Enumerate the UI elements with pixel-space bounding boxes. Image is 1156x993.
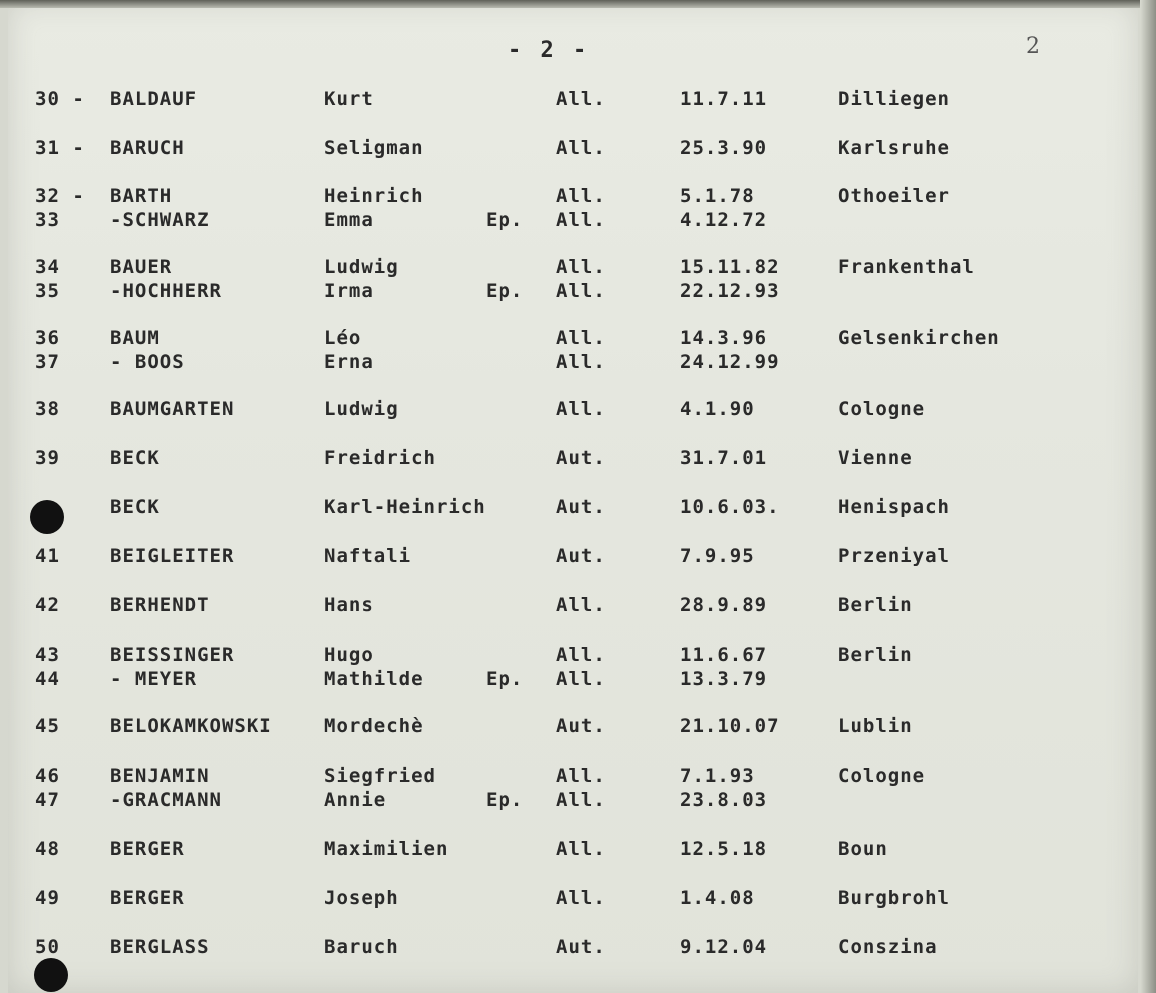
entry-surname: BERHENDT [110,594,210,616]
entry-nationality: All. [556,765,606,787]
entry-number: 48 [35,838,60,860]
entry-nationality: All. [556,137,606,159]
entry-row [8,496,1138,521]
entry-firstname: Emma [324,209,374,231]
entry-firstname: Joseph [324,887,399,909]
entry-row [8,447,1138,472]
page-right-edge [1140,0,1156,993]
entry-row [8,887,1138,912]
entry-number: 34 [35,256,60,278]
entry-number: 41 [35,545,60,567]
entry-firstname: Mathilde [324,668,424,690]
entry-surname: BEIGLEITER [110,545,235,567]
punch-hole [34,958,68,992]
entry-surname: BENJAMIN [110,765,210,787]
corner-page-mark: 2 [1026,34,1040,59]
entry-nationality: All. [556,789,606,811]
entry-number: 49 [35,887,60,909]
entry-surname: -GRACMANN [110,789,222,811]
entry-row [8,280,1138,305]
entry-firstname: Ludwig [324,256,399,278]
entry-birthplace: Frankenthal [838,256,975,278]
entry-birthdate: 12.5.18 [680,838,768,860]
entry-number: 35 [35,280,60,302]
entry-surname: - MEYER [110,668,198,690]
entry-nationality: Aut. [556,447,606,469]
entry-firstname: Siegfried [324,765,436,787]
entry-surname: BAUMGARTEN [110,398,235,420]
entry-firstname: Karl-Heinrich [324,496,486,518]
entry-firstname: Maximilien [324,838,449,860]
entry-surname: - BOOS [110,351,185,373]
entry-row [8,209,1138,234]
entry-number: 44 [35,668,60,690]
page-top-edge [0,0,1156,8]
entry-number: 43 [35,644,60,666]
entry-nationality: All. [556,838,606,860]
page-number: - 2 - [508,38,590,63]
entry-surname: -SCHWARZ [110,209,210,231]
entry-firstname: Irma [324,280,374,302]
entry-row [8,838,1138,863]
document-page [8,0,1138,993]
entry-birthplace: Vienne [838,447,913,469]
entry-nationality: All. [556,398,606,420]
entry-birthdate: 10.6.03. [680,496,780,518]
entry-surname: BALDAUF [110,88,198,110]
entry-row [8,545,1138,570]
entry-row [8,351,1138,376]
entry-birthdate: 15.11.82 [680,256,780,278]
entry-firstname: Annie [324,789,387,811]
entry-nationality: Aut. [556,715,606,737]
entry-birthplace: Boun [838,838,888,860]
entry-birthplace: Berlin [838,644,913,666]
entry-surname: BAUER [110,256,173,278]
entry-row [8,594,1138,619]
entry-row [8,644,1138,669]
entry-number: 37 [35,351,60,373]
entry-surname: BERGLASS [110,936,210,958]
entry-nationality: All. [556,644,606,666]
entry-row [8,936,1138,961]
entry-birthplace: Lublin [838,715,913,737]
entry-firstname: Léo [324,327,362,349]
entry-number: 30 - [35,88,85,110]
entry-surname: BEISSINGER [110,644,235,666]
entry-number: 36 [35,327,60,349]
entry-nationality: All. [556,327,606,349]
entry-birthdate: 4.1.90 [680,398,755,420]
entry-row [8,327,1138,352]
entry-birthplace: Karlsruhe [838,137,950,159]
punch-hole [30,500,64,534]
entry-surname: BECK [110,496,160,518]
entry-surname: BELOKAMKOWSKI [110,715,272,737]
entry-nationality: All. [556,88,606,110]
entry-firstname: Erna [324,351,374,373]
entry-number: 39 [35,447,60,469]
entry-nationality: All. [556,185,606,207]
entry-birthdate: 22.12.93 [680,280,780,302]
entry-spouse-mark: Ep. [486,280,524,302]
entry-firstname: Hans [324,594,374,616]
entry-spouse-mark: Ep. [486,789,524,811]
entry-surname: BERGER [110,838,185,860]
entry-firstname: Kurt [324,88,374,110]
entry-firstname: Hugo [324,644,374,666]
entry-birthdate: 11.7.11 [680,88,768,110]
entry-spouse-mark: Ep. [486,209,524,231]
entry-birthdate: 11.6.67 [680,644,768,666]
entry-nationality: All. [556,887,606,909]
entry-number: 31 - [35,137,85,159]
entry-firstname: Ludwig [324,398,399,420]
entry-birthdate: 21.10.07 [680,715,780,737]
entry-surname: BECK [110,447,160,469]
entry-birthdate: 28.9.89 [680,594,768,616]
entry-number: 33 [35,209,60,231]
entry-firstname: Freidrich [324,447,436,469]
entry-birthplace: Cologne [838,398,926,420]
entry-number: 38 [35,398,60,420]
entry-surname: -HOCHHERR [110,280,222,302]
entry-surname: BARTH [110,185,173,207]
entry-nationality: All. [556,209,606,231]
entry-nationality: All. [556,351,606,373]
entry-firstname: Seligman [324,137,424,159]
entry-number: 45 [35,715,60,737]
entry-surname: BAUM [110,327,160,349]
entry-birthplace: Berlin [838,594,913,616]
entry-row [8,256,1138,281]
entry-birthplace: Henispach [838,496,950,518]
entry-birthplace: Burgbrohl [838,887,950,909]
entry-birthplace: Gelsenkirchen [838,327,1000,349]
entry-row [8,715,1138,740]
entry-birthdate: 24.12.99 [680,351,780,373]
entry-row [8,789,1138,814]
entry-nationality: All. [556,280,606,302]
entry-number: 32 - [35,185,85,207]
entry-nationality: All. [556,594,606,616]
entry-birthdate: 31.7.01 [680,447,768,469]
entry-birthdate: 4.12.72 [680,209,768,231]
entry-firstname: Mordechè [324,715,424,737]
entry-firstname: Heinrich [324,185,424,207]
entry-row [8,765,1138,790]
entry-row [8,137,1138,162]
entry-spouse-mark: Ep. [486,668,524,690]
entry-row [8,398,1138,423]
entry-birthdate: 13.3.79 [680,668,768,690]
entry-birthdate: 7.9.95 [680,545,755,567]
entry-row [8,88,1138,113]
entry-birthdate: 5.1.78 [680,185,755,207]
entry-row [8,185,1138,210]
entry-number: 50 [35,936,60,958]
entry-number: 47 [35,789,60,811]
entry-birthdate: 9.12.04 [680,936,768,958]
entry-birthplace: Conszina [838,936,938,958]
entry-row [8,668,1138,693]
entry-birthdate: 7.1.93 [680,765,755,787]
entry-birthplace: Othoeiler [838,185,950,207]
entry-firstname: Naftali [324,545,412,567]
entry-birthdate: 23.8.03 [680,789,768,811]
entry-birthdate: 1.4.08 [680,887,755,909]
entry-nationality: All. [556,256,606,278]
entry-birthdate: 25.3.90 [680,137,768,159]
entry-nationality: Aut. [556,545,606,567]
entry-firstname: Baruch [324,936,399,958]
entry-number: 46 [35,765,60,787]
entry-birthdate: 14.3.96 [680,327,768,349]
entry-nationality: All. [556,668,606,690]
entry-number: 42 [35,594,60,616]
entry-birthplace: Przeniyal [838,545,950,567]
entry-surname: BERGER [110,887,185,909]
entry-surname: BARUCH [110,137,185,159]
entry-nationality: Aut. [556,936,606,958]
entry-birthplace: Cologne [838,765,926,787]
entry-birthplace: Dilliegen [838,88,950,110]
entry-nationality: Aut. [556,496,606,518]
